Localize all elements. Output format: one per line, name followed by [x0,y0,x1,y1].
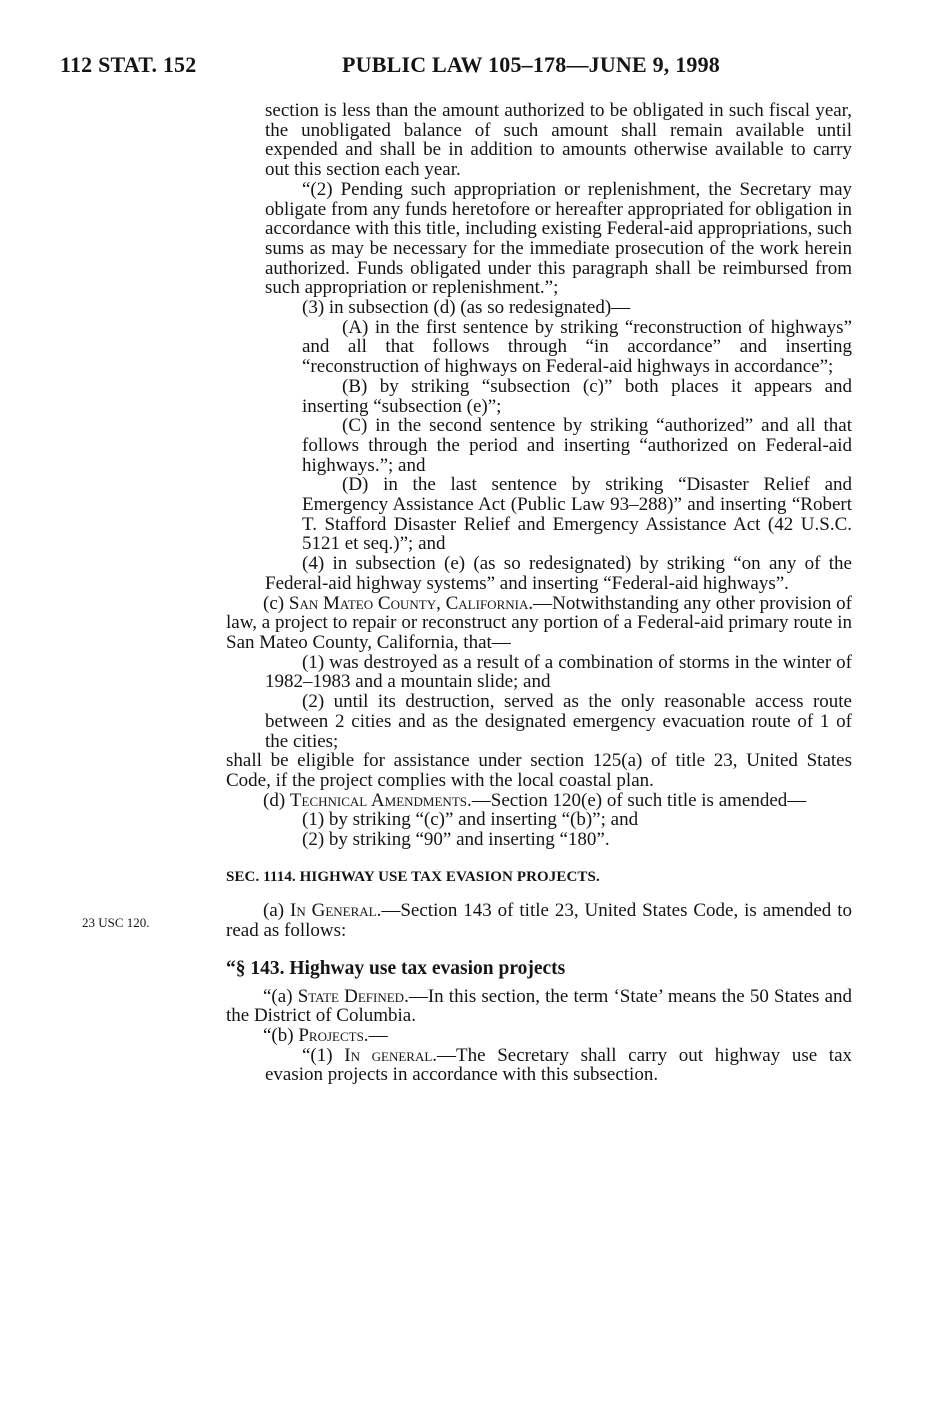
paragraph-heading: State Defined. [297,985,409,1007]
paragraph-text: —Section 143 of title 23, United States Code, is amended to read as follows: [226,900,852,942]
paragraph-label: “(a) [263,985,293,1007]
paragraph: (A) in the first sentence by striking “reconstruction of highways” and all that follows through “in accordance” and inserting “reconstruction of highways on Federal-aid highways in accordance”; [302,316,852,378]
paragraph: (3) in subsection (d) (as so redesignated)— [302,297,631,319]
paragraph: (2) until its destruction, served as the only reasonable access route between 2 cities and as the designated emergency evacuation route of 1 of the cities; [265,691,852,752]
paragraph-text: — [368,1024,388,1046]
paragraph: “(2) Pending such appropriation or replenishment, the Secretary may obligate from any funds heretofore or hereafter appropriated for obligation in accordance with this title, including existing Federal-aid appropriations, such sums as may be necessary for the immediate prosecution of the work herein authorized. Funds obligated under this paragraph shall be reimbursed from such appropriation or replenishment.”; [265,178,852,299]
paragraph: (4) in subsection (e) (as so redesignated) by striking “on any of the Federal-aid highway systems” and inserting “Federal-aid highways”. [265,553,852,594]
section-heading: SEC. 1114. HIGHWAY USE TAX EVASION PROJECTS. [226,868,600,885]
paragraph-text: —The Secretary shall carry out highway use tax evasion projects in accordance with this subsection. [265,1044,853,1086]
paragraph: (1) was destroyed as a result of a combination of storms in the winter of 1982–1983 and a mountain slide; and [265,651,852,693]
paragraph-text: —In this section, the term ‘State’ means the 50 States and the District of Columbia. [226,985,853,1027]
paragraph: (1) by striking “(c)” and inserting “(b)”; and [302,809,639,831]
paragraph-label: (a) [263,900,285,922]
paragraph [226,901,852,940]
paragraph-label: (c) [263,592,285,614]
margin-citation: 23 USC 120. [82,915,150,930]
law-title: PUBLIC LAW 105–178—JUNE 9, 1998 [342,52,720,77]
paragraph: (D) in the last sentence by striking “Disaster Relief and Emergency Assistance Act (Public Law 93–288)” and inserting “Robert T. Stafford Disaster Relief and Emergency Assistance Act (42 U.S.C. 5121 et seq.)”; and [302,474,852,555]
paragraph-label: “(b) [263,1024,294,1046]
paragraph [226,791,852,811]
stat-page-number: 112 STAT. 152 [60,52,197,77]
document-body [226,101,852,1085]
paragraph [226,1046,852,1085]
running-header [60,52,760,84]
paragraph-heading: Technical Amendments. [289,789,472,811]
paragraph-heading: Projects. [298,1024,369,1046]
paragraph-text: —Notwithstanding any other provision of law, a project to repair or reconstruct any portion of a Federal-aid primary route in San Mateo County, California, that— [226,592,852,653]
paragraph-label: “(1) [302,1044,333,1066]
paragraph-text: —Section 120(e) of such title is amended— [471,789,807,811]
paragraph: (B) by striking “subsection (c)” both places it appears and inserting “subsection (e)”; [302,375,852,417]
paragraph: section is less than the amount authorized to be obligated in such fiscal year, the unobligated balance of such amount shall remain available until expended and shall be in addition to amounts otherwise available to carry out this section each year. [265,100,852,181]
paragraph-heading: San Mateo County, California. [288,592,534,614]
paragraph-heading: In general. [344,1044,438,1066]
paragraph: shall be eligible for assistance under section 125(a) of title 23, United States Code, if the project complies with the local coastal plan. [226,750,852,791]
paragraph-label: (d) [263,789,286,811]
paragraph [226,987,852,1026]
paragraph: (C) in the second sentence by striking “authorized” and all that follows through the period and inserting “authorized on Federal-aid highways.”; and [302,415,852,476]
paragraph [226,1026,852,1046]
subsection-heading: “§ 143. Highway use tax evasion projects [226,957,566,979]
paragraph: (2) by striking “90” and inserting “180”. [302,829,610,851]
paragraph-heading: In General. [290,900,382,922]
paragraph [226,594,852,653]
